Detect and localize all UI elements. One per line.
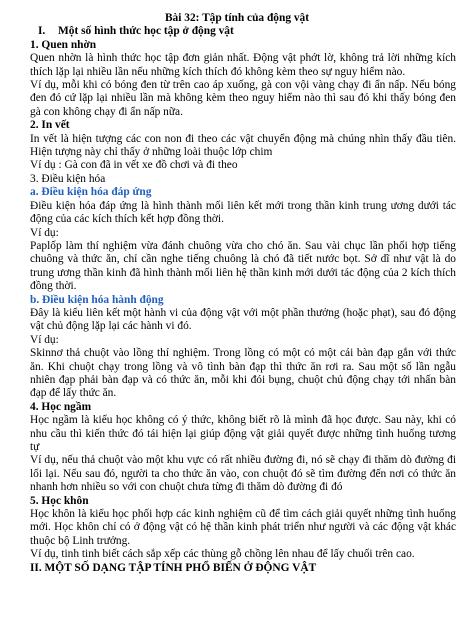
- in-vet-definition: In vết là hiện tượng các con non đi theo các vật chuyển động mà chúng nhìn thấy đầu tiên. Hiện tượng này chỉ thấy ở những loài thuộc lớp chim: [30, 132, 456, 159]
- dieu-kien-hoa-dap-ung-example: Paplốp làm thí nghiệm vừa đánh chuông vừa cho chó ăn. Sau vài chục lần phối hợp tiếng chuông và thức ăn, chỉ cần nghe tiếng chuông là chó đã tiết nước bọt. Sở dĩ như vật là do trung ương thần kinh đã hình thành mối liên hệ thần kinh mới dưới tác động của 2 kích thích đồng thời.: [30, 239, 456, 293]
- hoc-khon-definition: Học khôn là kiểu học phối hợp các kinh nghiệm cũ để tìm cách giải quyết những tình huống mới. Học khôn chỉ có ở động vật có hệ thần kinh phát triển như người và các động vật khác thuộc bộ Linh trưởng.: [30, 508, 456, 547]
- dieu-kien-hoa-dap-ung-example-label: Ví dụ:: [30, 226, 59, 239]
- dieu-kien-hoa-hanh-dong-example-label: Ví dụ:: [30, 333, 59, 346]
- dieu-kien-hoa-hanh-dong-definition: Đây là kiểu liên kết một hành vi của động vật với một phần thưởng (hoặc phạt), sau đó động vật chủ động lặp lại các hành vi đó.: [30, 306, 456, 333]
- hoc-khon-heading: 5. Học khôn: [30, 494, 89, 507]
- hoc-ngam-heading: 4. Học ngầm: [30, 400, 92, 413]
- hoc-ngam-example: Ví dụ, nếu thả chuột vào một khu vực có rất nhiều đường đi, nó sẽ chạy đi thăm dò đường đi lối lại. Nếu sau đó, người ta cho thức ăn vào, con chuột đó sẽ tìm đường đến nơi có thức ăn nhanh hơn nhiều so với con chuột chưa từng đi thăm dò đường đi đó: [30, 454, 456, 494]
- section-2-heading: II. MỘT SỐ DẠNG TẬP TÍNH PHỔ BIẾN Ở ĐỘNG VẬT: [30, 561, 317, 574]
- dieu-kien-hoa-heading: 3. Điều kiện hóa: [30, 172, 106, 185]
- dieu-kien-hoa-dap-ung-heading: a. Điều kiện hóa đáp ứng: [30, 186, 152, 199]
- dieu-kien-hoa-hanh-dong-example: Skinnơ thả chuột vào lồng thí nghiệm. Trong lồng có một có một cái bàn đạp gắn với thức ăn. Khi chuột chạy trong lồng và vô tình bàn đạp thì thức ăn rơi ra. Sau một số lần ngẫu nhiên đạp phải bàn đạp và có thức ăn, mỗi khi đói bụng, chuột chủ động chạy tới nhấn bàn đạp để lấy thức ăn.: [30, 347, 456, 400]
- dieu-kien-hoa-hanh-dong-heading: b. Điều kiện hóa hành động: [30, 293, 164, 306]
- in-vet-example: Ví dụ : Gà con đã in vết xe đồ chơi và đi theo: [30, 159, 238, 172]
- dieu-kien-hoa-dap-ung-definition: Điều kiện hóa đáp ứng là hình thành mối liên kết mới trong thần kinh trung ương dưới tác động của các kích thích kết hợp đồng thời.: [30, 199, 456, 226]
- document-title: Bài 32: Tập tính của động vật: [164, 12, 310, 24]
- quen-nhon-heading: 1. Quen nhờn: [30, 38, 97, 51]
- section-1-number: I.: [38, 25, 46, 38]
- section-1-title: Một số hình thức học tập ở động vật: [58, 25, 234, 38]
- section-1-heading: [30, 25, 456, 38]
- hoc-ngam-definition: Học ngầm là kiểu học không có ý thức, không biết rõ là mình đã học được. Sau này, khi có nhu cầu thì kiến thức đó tái hiện lại giúp động vật giải quyết được những tình huống tương tự: [30, 414, 456, 453]
- in-vet-heading: 2. In vết: [30, 119, 70, 132]
- quen-nhon-example: Ví dụ, mỗi khi có bóng đen từ trên cao áp xuống, gà con vội vàng chạy đi ẩn nấp. Nếu bóng đen đó cứ lặp lại nhiều lần mà không kèm theo nguy hiểm nào thì sau đó khi thấy bóng đen gà con không chạy đi ẩn nấp nữa.: [30, 79, 456, 118]
- quen-nhon-definition: Quen nhờn là hình thức học tập đơn giản nhất. Động vật phớt lờ, không trả lời những kích thích lặp lại nhiều lần nếu những kích thích đó không kèm theo sự nguy hiểm nào.: [30, 52, 456, 78]
- hoc-khon-example: Ví dụ, tinh tinh biết cách sắp xếp các thùng gỗ chồng lên nhau để lấy chuối trên cao.: [30, 548, 415, 561]
